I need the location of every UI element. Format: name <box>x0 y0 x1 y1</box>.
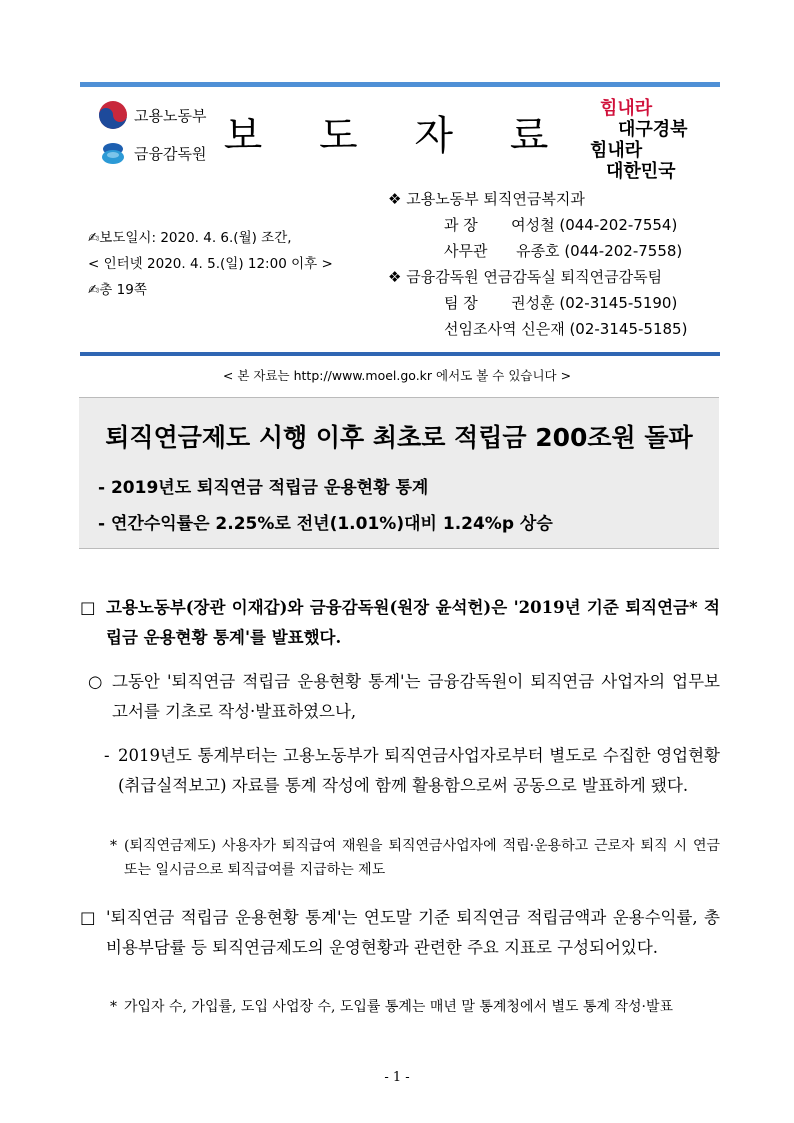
contact-person: 팀 장 권성훈 (02-3145-5190) <box>444 294 678 312</box>
contact-person: 사무관 유종호 (044-202-7558) <box>444 242 683 260</box>
slogan-line-2: 대구경북 <box>618 119 688 140</box>
release-info <box>88 225 333 303</box>
paragraph-text: 2019년도 통계부터는 고용노동부가 퇴직연금사업자로부터 별도로 수집한 영업현황(취급실적보고) 자료를 통계 작성에 함께 활용함으로써 공동으로 발표하게 됐다. <box>118 746 720 795</box>
slogan-line-3: 힘내라 <box>590 140 643 161</box>
website-note: < 본 자료는 http://www.moel.go.kr 에서도 볼 수 있습니다 > <box>222 368 572 383</box>
footnote-text: (퇴직연금제도) 사용자가 퇴직급여 재원을 퇴직연금사업자에 적립·운용하고 근로자 퇴직 시 연금 또는 일시금으로 퇴직급여를 지급하는 제도 <box>124 838 721 878</box>
slogan-calligraphy <box>590 98 688 182</box>
page-number: - 1 - <box>384 1070 410 1085</box>
paragraph-text: 고용노동부(장관 이재갑)와 금융감독원(원장 윤석헌)은 '2019년 기준 퇴직연금* 적립금 운용현황 통계'를 발표했다. <box>106 598 720 647</box>
contact-dept-1: ❖ 고용노동부 퇴직연금복지과 <box>388 190 585 208</box>
page-count: ✍총 19쪽 <box>88 282 147 298</box>
paragraph-text: '퇴직연금 적립금 운용현황 통계'는 연도말 기준 퇴직연금 적립금액과 운용수익률, 총비용부담률 등 퇴직연금제도의 운영현황과 관련한 주요 지표로 구성되어있다. <box>106 908 720 957</box>
paragraph-3: - 2019년도 통계부터는 고용노동부가 퇴직연금사업자로부터 별도로 수집한 영업현황(취급실적보고) 자료를 통계 작성에 함께 활용함으로써 공동으로 발표하게 됐다. <box>104 741 720 801</box>
footnote-1: * (퇴직연금제도) 사용자가 퇴직급여 재원을 퇴직연금사업자에 적립·운용하고 근로자 퇴직 시 연금 또는 일시금으로 퇴직급여를 지급하는 제도 <box>110 834 720 882</box>
paragraph-2: ○ 그동안 '퇴직연금 적립금 운용현황 통계'는 금융감독원이 퇴직연금 사업자의 업무보고서를 기초로 작성·발표하였으나, <box>88 667 720 727</box>
slogan-line-1: 힘내라 <box>600 98 653 119</box>
contact-person: 과 장 여성철 (044-202-7554) <box>444 216 678 234</box>
subheading: - 2019년도 퇴직연금 적립금 운용현황 통계 <box>98 478 429 498</box>
fss-name: 금융감독원 <box>134 144 207 163</box>
paragraph-text: 그동안 '퇴직연금 적립금 운용현황 통계'는 금융감독원이 퇴직연금 사업자의 업무보고서를 기초로 작성·발표하였으나, <box>112 672 720 721</box>
headline: 퇴직연금제도 시행 이후 최초로 적립금 200조원 돌파 <box>105 423 693 452</box>
contact-list <box>388 186 687 342</box>
subheading: - 연간수익률은 2.25%로 전년(1.01%)대비 1.24%p 상승 <box>98 514 553 534</box>
paragraph-1: □ 고용노동부(장관 이재갑)와 금융감독원(원장 윤석헌)은 '2019년 기준 퇴직연금* 적립금 운용현황 통계'를 발표했다. <box>80 593 720 653</box>
slogan-line-4: 대한민국 <box>606 161 676 182</box>
top-rule <box>80 82 720 87</box>
footnote-2: * 가입자 수, 가입률, 도입 사업장 수, 도입률 통계는 매년 말 통계청에서 별도 통계 작성·발표 <box>110 995 720 1019</box>
divider <box>80 352 720 356</box>
page-title: 보 도 자 료 <box>223 113 571 159</box>
ministry-name: 고용노동부 <box>134 106 207 125</box>
release-time: ✍보도일시: 2020. 4. 6.(월) 조간, <box>88 230 292 246</box>
paragraph-4: □ '퇴직연금 적립금 운용현황 통계'는 연도말 기준 퇴직연금 적립금액과 운용수익률, 총비용부담률 등 퇴직연금제도의 운영현황과 관련한 주요 지표로 구성되어있다. <box>80 903 720 963</box>
footnote-text: 가입자 수, 가입률, 도입 사업장 수, 도입률 통계는 매년 말 통계청에서 별도 통계 작성·발표 <box>124 999 673 1015</box>
internet-release: < 인터넷 2020. 4. 5.(일) 12:00 이후 > <box>88 256 333 272</box>
contact-person: 선임조사역 신은재 (02-3145-5185) <box>444 320 688 338</box>
contact-dept-2: ❖ 금융감독원 연금감독실 퇴직연금감독팀 <box>388 268 663 286</box>
